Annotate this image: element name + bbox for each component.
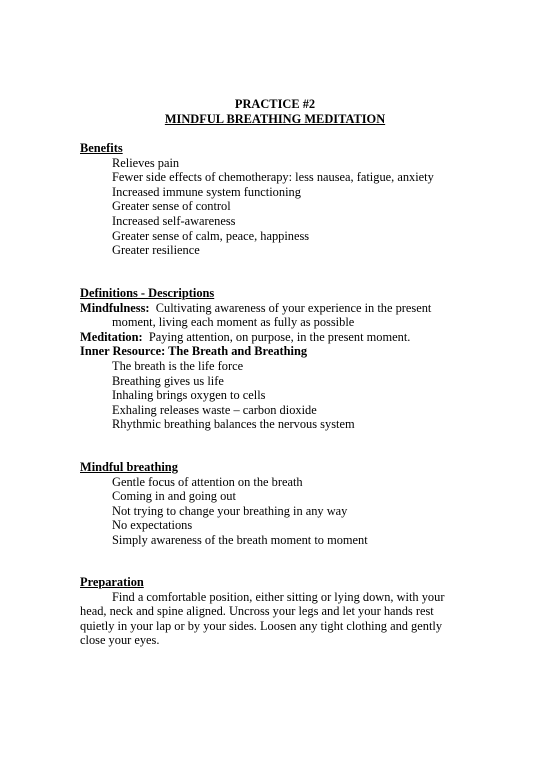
preparation-heading: Preparation — [80, 575, 144, 589]
mindful-breathing-section — [80, 460, 480, 548]
breath-item: Exhaling releases waste – carbon dioxide — [112, 402, 317, 417]
breath-item: Inhaling brings oxygen to cells — [112, 388, 266, 403]
title-block — [0, 97, 550, 127]
mindfulness-term: Mindfulness: — [80, 300, 150, 315]
breath-item: The breath is the life force — [112, 358, 244, 373]
breathing-item: Coming in and going out — [112, 489, 236, 504]
benefit-item: Increased self-awareness — [112, 213, 236, 228]
meditation-text: Paying attention, on purpose, in the present moment. — [148, 329, 411, 344]
mindfulness-definition — [80, 301, 460, 330]
breathing-item: Gentle focus of attention on the breath — [112, 474, 303, 489]
benefit-item: Greater resilience — [112, 243, 200, 258]
definitions-heading: Definitions - Descriptions — [80, 286, 215, 300]
breathing-item: Simply awareness of the breath moment to moment — [112, 532, 368, 547]
benefits-section — [80, 141, 480, 258]
preparation-text: Find a comfortable position, either sitting or lying down, with your head, neck and spine aligned. Uncross your legs and let your hands rest quietly in your lap or by your sides. Loosen any tight clothing and gently close your eyes. — [80, 589, 445, 648]
meditation-term: Meditation: — [80, 329, 143, 344]
mindful-breathing-heading: Mindful breathing — [80, 460, 178, 474]
benefit-item: Greater sense of control — [112, 199, 231, 214]
benefits-heading: Benefits — [80, 141, 123, 155]
page-title: MINDFUL BREATHING MEDITATION — [164, 112, 386, 126]
benefit-item: Greater sense of calm, peace, happiness — [112, 228, 310, 243]
meditation-definition — [80, 330, 460, 345]
benefit-item: Fewer side effects of chemotherapy: less nausea, fatigue, anxiety — [112, 170, 434, 185]
breath-item: Breathing gives us life — [112, 373, 224, 388]
definitions-section — [80, 286, 460, 432]
inner-resource-heading: Inner Resource: The Breath and Breathing — [80, 344, 308, 359]
preparation-section — [80, 575, 465, 648]
breath-item: Rhythmic breathing balances the nervous system — [112, 417, 355, 432]
benefit-item: Relieves pain — [112, 155, 180, 170]
breathing-item: Not trying to change your breathing in any way — [112, 503, 348, 518]
benefit-item: Increased immune system functioning — [112, 184, 301, 199]
practice-number: PRACTICE #2 — [234, 97, 316, 111]
mindfulness-text: Cultivating awareness of your experience in the present moment, living each moment as fully as possible — [112, 300, 432, 330]
breathing-item: No expectations — [112, 518, 193, 533]
